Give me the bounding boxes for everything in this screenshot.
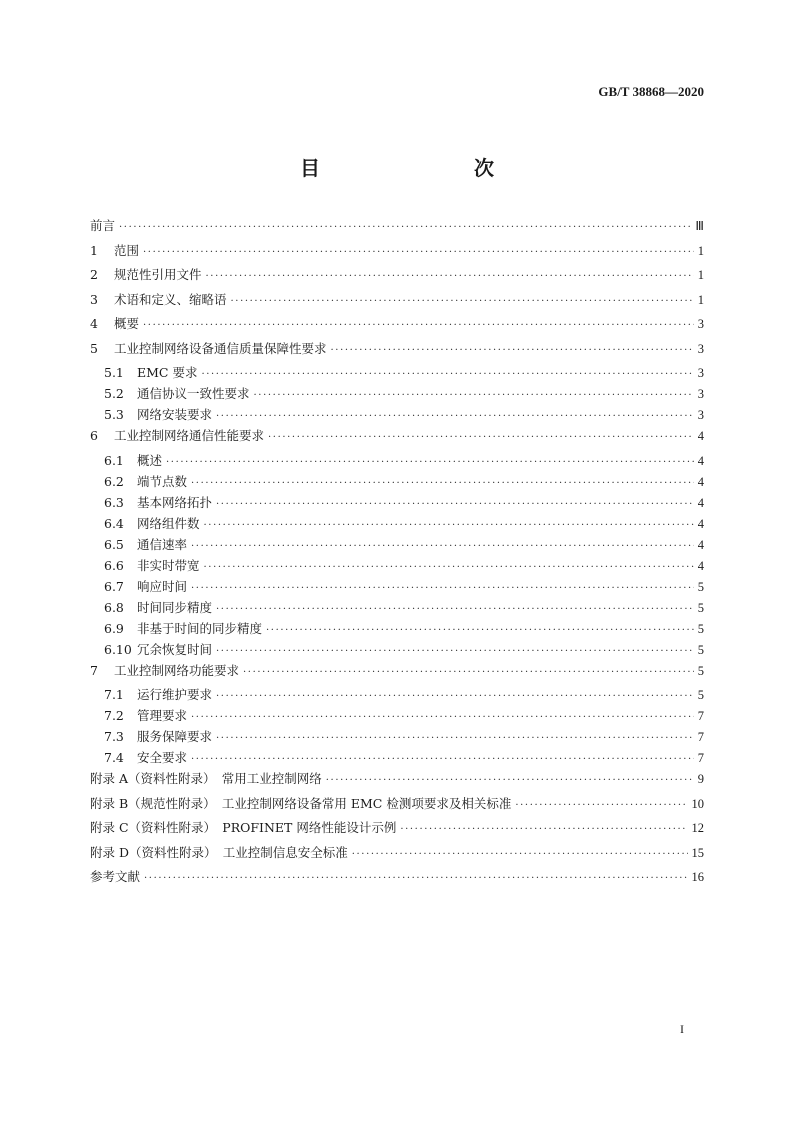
toc-entry-text: 管理要求 xyxy=(137,708,188,723)
dot-leader xyxy=(204,562,694,573)
toc-entry-number: 4 xyxy=(90,316,98,331)
dot-leader xyxy=(201,369,693,380)
toc-entry-number: 6.4 xyxy=(104,515,124,531)
toc-entry-number: 6.8 xyxy=(104,599,124,615)
toc-entry-page: 3 xyxy=(697,341,704,356)
toc-entry[interactable] xyxy=(90,577,704,598)
toc-entry-number: 5.2 xyxy=(104,386,124,401)
toc-entry-page: 5 xyxy=(697,688,704,702)
toc-entry[interactable] xyxy=(90,451,704,472)
toc-entry[interactable] xyxy=(90,640,704,661)
toc-entry-page: 1 xyxy=(697,243,704,258)
toc-entry[interactable] xyxy=(90,241,704,266)
toc-entry-text: 服务保障要求 xyxy=(137,729,213,744)
toc-entry-number: 7 xyxy=(90,662,98,678)
toc-entry-page: 4 xyxy=(697,474,704,489)
toc-entry-text: 端节点数 xyxy=(137,473,188,489)
toc-entry-label xyxy=(104,685,212,703)
toc-entry[interactable] xyxy=(90,384,704,405)
dot-leader xyxy=(191,541,694,552)
toc-entry[interactable] xyxy=(90,535,704,556)
toc-entry-text: 概述 xyxy=(137,452,163,468)
toc-entry[interactable] xyxy=(90,426,704,451)
toc-entry-label xyxy=(90,216,115,234)
toc-entry-text: 网络组件数 xyxy=(137,515,200,531)
toc-entry-number: 6.10 xyxy=(104,641,132,657)
toc-entry[interactable] xyxy=(90,727,704,748)
dot-leader xyxy=(191,583,694,594)
toc-entry-page: 3 xyxy=(697,387,704,401)
toc-entry-text: 安全要求 xyxy=(137,750,188,765)
toc-entry[interactable] xyxy=(90,867,704,892)
toc-entry-page: 9 xyxy=(697,772,704,786)
dot-leader xyxy=(243,667,694,678)
toc-entry[interactable] xyxy=(90,405,704,426)
dot-leader xyxy=(216,646,694,657)
toc-entry-label xyxy=(104,619,262,637)
toc-entry-label xyxy=(104,727,212,745)
toc-entry-number: 5 xyxy=(90,340,98,356)
dot-leader xyxy=(166,457,694,468)
toc-entry-number: 7.3 xyxy=(104,729,124,744)
toc-entry[interactable] xyxy=(90,598,704,619)
dot-leader xyxy=(191,754,694,765)
toc-entry[interactable] xyxy=(90,514,704,535)
dot-leader xyxy=(266,625,694,636)
dot-leader xyxy=(206,271,694,282)
dot-leader xyxy=(254,390,694,401)
toc-entry-number: 6.7 xyxy=(104,578,124,594)
dot-leader xyxy=(268,432,694,443)
toc-entry[interactable] xyxy=(90,314,704,339)
toc-entry-label xyxy=(90,290,227,308)
dot-leader xyxy=(143,247,694,258)
toc-entry-page: 7 xyxy=(697,730,704,744)
toc-entry-page: 5 xyxy=(697,579,704,594)
toc-entry-page: 4 xyxy=(697,537,704,552)
toc-entry-text: 附录 B（规范性附录） 工业控制网络设备常用 EMC 检测项要求及相关标准 xyxy=(90,795,512,811)
toc-entry-label xyxy=(104,535,187,553)
dot-leader xyxy=(515,800,687,811)
toc-entry-label xyxy=(90,241,139,259)
dot-leader xyxy=(144,873,687,884)
toc-entry-number: 1 xyxy=(90,242,98,258)
toc-entry-text: 附录 D（资料性附录） 工业控制信息安全标准 xyxy=(90,844,348,860)
toc-entry[interactable] xyxy=(90,748,704,769)
toc-entry-label xyxy=(104,514,200,532)
toc-entry-page: 7 xyxy=(697,709,704,723)
toc-entry-label xyxy=(104,363,197,381)
dot-leader xyxy=(216,499,694,510)
toc-entry-page: 7 xyxy=(697,751,704,765)
toc-entry-text: 网络安装要求 xyxy=(137,407,213,422)
toc-entry-label xyxy=(104,472,187,490)
toc-entry-page: 4 xyxy=(697,429,704,443)
toc-entry-text: 规范性引用文件 xyxy=(114,267,202,282)
toc-entry-page: 4 xyxy=(697,558,704,573)
toc-entry-label xyxy=(104,577,187,595)
toc-entry-label xyxy=(90,426,264,444)
toc-entry-page: 3 xyxy=(697,408,704,422)
toc-entry-text: 运行维护要求 xyxy=(137,687,213,702)
page-title: 目 次 xyxy=(300,156,532,180)
toc-entry[interactable] xyxy=(90,339,704,364)
toc-entry[interactable] xyxy=(90,794,704,819)
toc-entry-text: 通信协议一致性要求 xyxy=(137,386,250,401)
toc-entry[interactable] xyxy=(90,685,704,706)
table-of-contents xyxy=(90,216,704,892)
toc-entry-label xyxy=(90,314,139,332)
toc-entry[interactable] xyxy=(90,661,704,686)
toc-entry-number: 3 xyxy=(90,291,98,307)
toc-entry-text: 工业控制网络通信性能要求 xyxy=(114,428,265,443)
toc-entry[interactable] xyxy=(90,216,704,241)
toc-entry-text: 术语和定义、缩略语 xyxy=(114,291,227,307)
toc-entry-text: 冗余恢复时间 xyxy=(137,641,213,657)
toc-entry-number: 6.6 xyxy=(104,557,124,573)
toc-entry-label xyxy=(104,556,200,574)
toc-entry-page: 4 xyxy=(697,495,704,510)
dot-leader xyxy=(191,478,694,489)
toc-entry-label xyxy=(90,843,348,861)
toc-entry-number: 7.4 xyxy=(104,750,124,765)
dot-leader xyxy=(216,411,694,422)
toc-entry-text: 工业控制网络功能要求 xyxy=(114,662,240,678)
toc-entry-page: 5 xyxy=(697,642,704,657)
toc-entry-text: 时间同步精度 xyxy=(137,599,213,615)
toc-entry-label xyxy=(104,706,187,724)
toc-entry[interactable] xyxy=(90,706,704,727)
dot-leader xyxy=(119,222,691,233)
toc-entry[interactable] xyxy=(90,363,704,384)
dot-leader xyxy=(326,775,694,786)
toc-entry-label xyxy=(90,867,140,885)
toc-entry-number: 5.3 xyxy=(104,407,124,422)
toc-entry-label xyxy=(90,794,511,812)
toc-entry-number: 6.5 xyxy=(104,536,124,552)
toc-entry-label xyxy=(104,598,212,616)
toc-entry-number: 5.1 xyxy=(104,365,124,380)
toc-entry[interactable] xyxy=(90,493,704,514)
toc-entry-page: 1 xyxy=(697,292,704,307)
toc-entry-page: 4 xyxy=(697,453,704,468)
toc-entry-text: 非基于时间的同步精度 xyxy=(137,620,263,636)
toc-entry-page: 5 xyxy=(697,600,704,615)
toc-entry-text: 概要 xyxy=(114,316,140,331)
standard-code: GB/T 38868—2020 xyxy=(598,84,704,99)
toc-entry-text: 响应时间 xyxy=(137,578,188,594)
toc-entry-number: 7.2 xyxy=(104,708,124,723)
toc-entry-label xyxy=(104,748,187,766)
toc-entry-text: 工业控制网络设备通信质量保障性要求 xyxy=(114,340,327,356)
dot-leader xyxy=(216,691,694,702)
dot-leader xyxy=(191,712,694,723)
toc-entry-page: 3 xyxy=(697,317,704,331)
toc-entry-page: 1 xyxy=(697,268,704,282)
toc-entry-number: 6.1 xyxy=(104,452,124,468)
toc-entry-text: EMC 要求 xyxy=(137,365,198,380)
toc-entry[interactable] xyxy=(90,769,704,794)
toc-entry-label xyxy=(90,265,202,283)
toc-entry[interactable] xyxy=(90,818,704,843)
dot-leader xyxy=(331,345,694,356)
toc-entry[interactable] xyxy=(90,290,704,315)
dot-leader xyxy=(216,604,694,615)
toc-entry-page: 10 xyxy=(691,796,704,811)
toc-entry-text: 基本网络拓扑 xyxy=(137,494,213,510)
dot-leader xyxy=(204,520,694,531)
toc-entry-text: 附录 A（资料性附录） 常用工业控制网络 xyxy=(90,771,322,786)
toc-entry-page: 4 xyxy=(697,516,704,531)
toc-entry-label xyxy=(90,818,396,836)
dot-leader xyxy=(143,320,694,331)
toc-entry-page: 15 xyxy=(691,845,704,860)
toc-entry-number: 6.9 xyxy=(104,620,124,636)
toc-entry-text: 附录 C（资料性附录） PROFINET 网络性能设计示例 xyxy=(90,820,397,835)
toc-entry-label xyxy=(90,661,239,679)
toc-entry[interactable] xyxy=(90,556,704,577)
toc-entry-label xyxy=(104,640,212,658)
toc-entry[interactable] xyxy=(90,265,704,290)
page-number: I xyxy=(680,1022,684,1036)
toc-entry-page: 5 xyxy=(697,621,704,636)
toc-entry[interactable] xyxy=(90,472,704,493)
toc-entry-label xyxy=(104,384,250,402)
dot-leader xyxy=(216,733,694,744)
toc-entry-text: 参考文献 xyxy=(90,869,141,884)
toc-entry-text: 范围 xyxy=(114,242,140,258)
dot-leader xyxy=(400,824,687,835)
toc-entry-number: 2 xyxy=(90,267,98,282)
dot-leader xyxy=(352,849,688,860)
toc-entry-page: 16 xyxy=(691,870,704,884)
toc-entry-text: 非实时带宽 xyxy=(137,557,200,573)
toc-entry-number: 6 xyxy=(90,428,98,443)
toc-entry-page: 5 xyxy=(697,663,704,678)
toc-entry-label xyxy=(90,339,327,357)
toc-entry-page: 3 xyxy=(697,366,704,380)
toc-entry-number: 6.2 xyxy=(104,473,124,489)
toc-entry-label xyxy=(90,769,322,787)
toc-entry-label xyxy=(104,405,212,423)
toc-entry-label xyxy=(104,451,162,469)
toc-entry-text: 通信速率 xyxy=(137,536,188,552)
toc-entry[interactable] xyxy=(90,843,704,868)
dot-leader xyxy=(231,296,694,307)
toc-entry-number: 7.1 xyxy=(104,687,124,702)
toc-entry-page: 12 xyxy=(691,821,704,835)
toc-entry-page: Ⅲ xyxy=(695,219,704,233)
toc-entry-label xyxy=(104,493,212,511)
toc-entry[interactable] xyxy=(90,619,704,640)
toc-entry-number: 6.3 xyxy=(104,494,124,510)
toc-entry-text: 前言 xyxy=(90,218,116,233)
